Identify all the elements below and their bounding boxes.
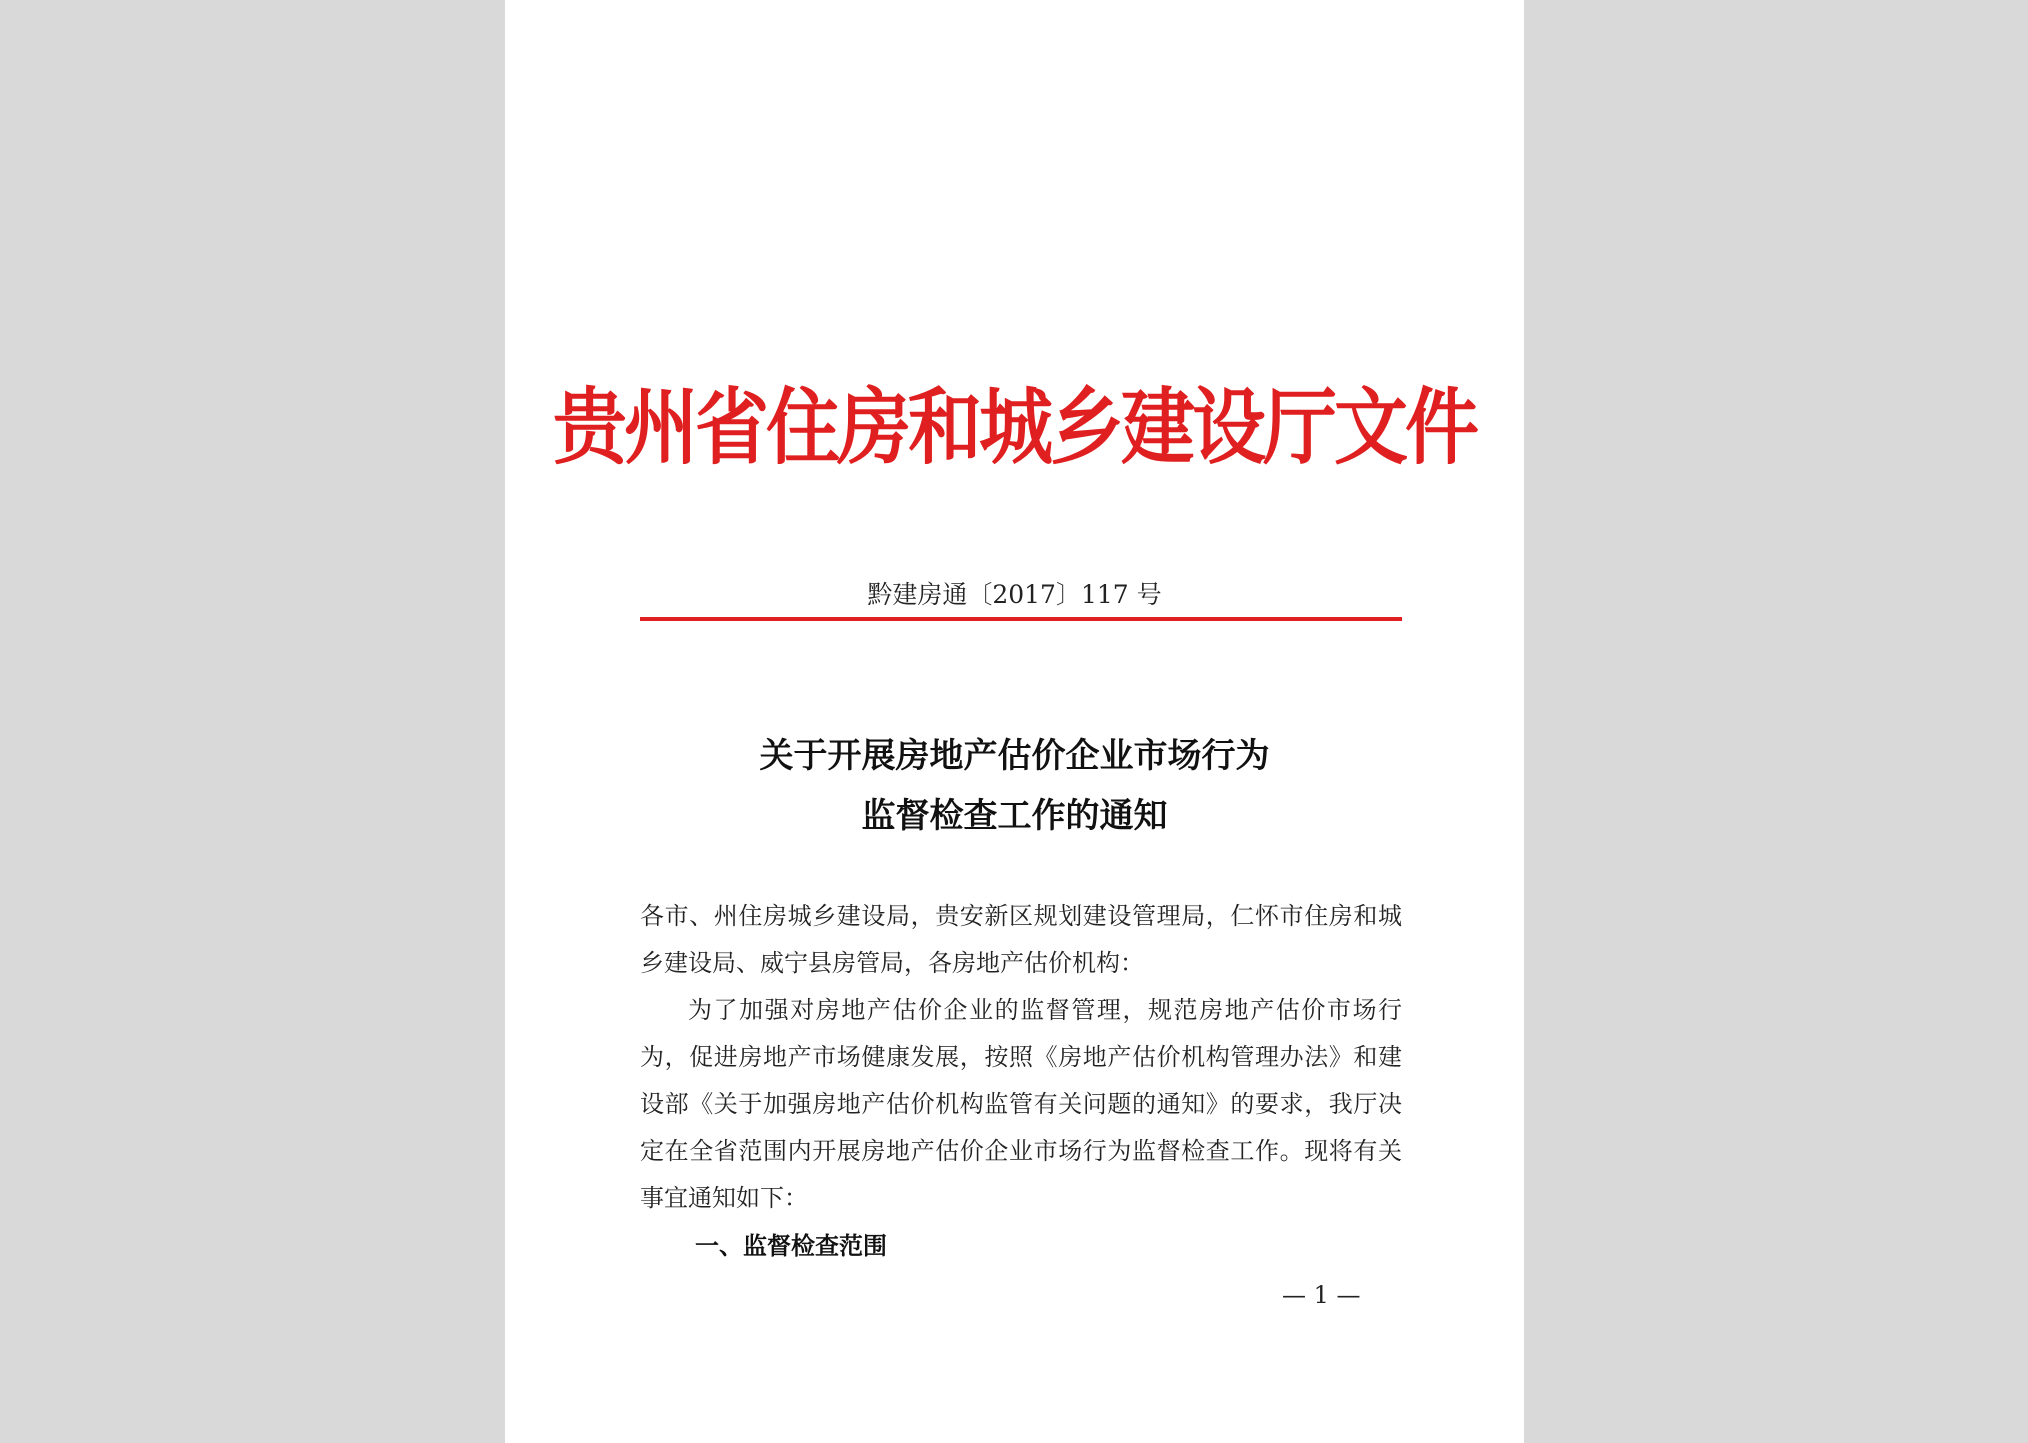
section-heading: 一、监督检查范围 [695, 1232, 887, 1260]
document-title-line-1: 关于开展房地产估价企业市场行为 [759, 736, 1270, 776]
document-number: 黔建房通〔2017〕117 号 [867, 580, 1162, 609]
page-number: — 1 — [1282, 1281, 1361, 1309]
addressee-paragraph: 各市、州住房城乡建设局，贵安新区规划建设管理局，仁怀市住房和城乡建设局、威宁县房管局，各房地产估价机构： [640, 902, 1402, 977]
document-title-line-2: 监督检查工作的通知 [861, 796, 1168, 836]
document-body [640, 893, 1402, 1222]
body-paragraph: 为了加强对房地产估价企业的监督管理，规范房地产估价市场行为，促进房地产市场健康发展，按照《房地产估价机构管理办法》和建设部《关于加强房地产估价机构监管有关问题的通知》的要求，我厅决定在全省范围内开展房地产估价企业市场行为监督检查工作。现将有关事宜通知如下： [640, 996, 1402, 1212]
red-divider-line [640, 617, 1402, 621]
document-page [505, 0, 1524, 1443]
agency-header: 贵州省住房和城乡建设厅文件 [553, 379, 1476, 477]
